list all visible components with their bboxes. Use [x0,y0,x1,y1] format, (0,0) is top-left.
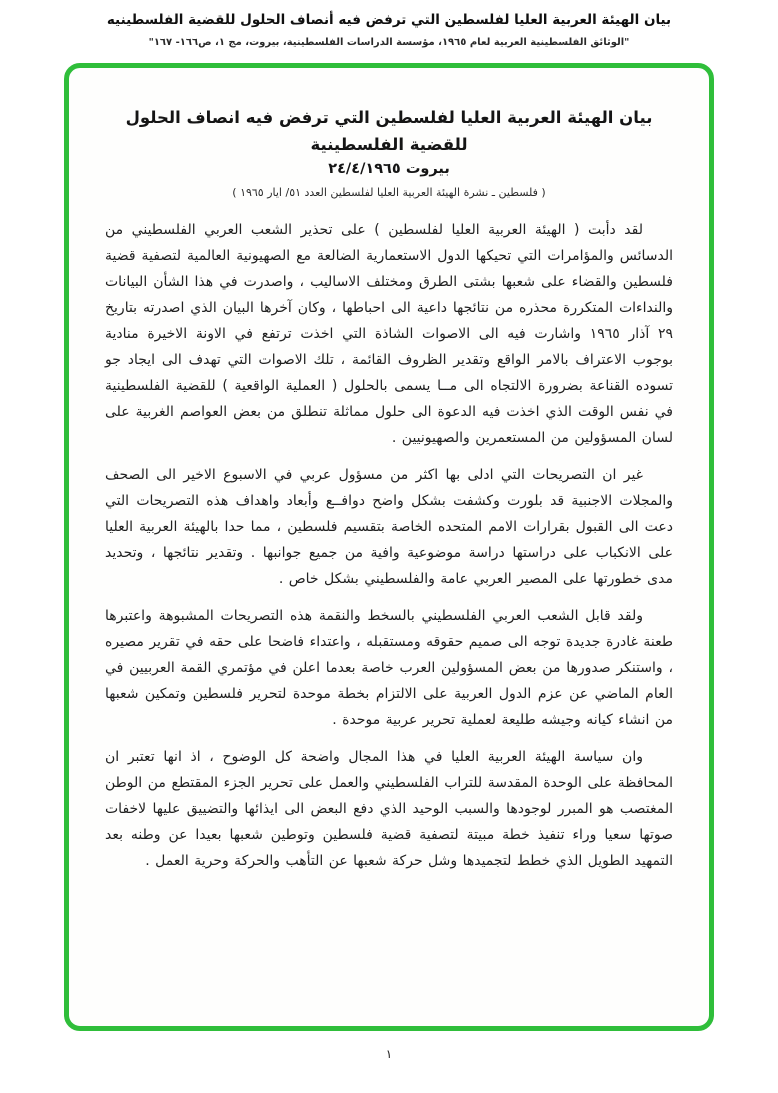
document-body [99,217,679,875]
scanned-document [99,104,679,1006]
header-citation: "الوثائق الفلسطينية العربية لعام ١٩٦٥، مؤسسة الدراسات الفلسطينية، بيروت، مج ١، ص١٦٦- ١٦٧" [148,37,630,49]
paragraph-2: غير ان التصريحات التي ادلى بها اكثر من مسؤول عربي في الاسبوع الاخير الى الصحف والمجلات الاجنبية قد بلورت وكشفت بشكل واضح دوافــع وأبعاد واهداف هذه التصريحات التي دعت الى القبول بقرارات الامم المتحده الخاصة بتقسيم فلسطين ، مما حدا بالهيئة العربية العليا على الانكباب على دراستها دراسة موضوعية وافية من جميع جوانبها . وتقدير نتائجها ، وتحديد مدى خطورتها على المصير العربي عامة والفلسطيني بشكل خاص . [105,466,673,588]
paragraph-3: ولقد قابل الشعب العربي الفلسطيني بالسخط والنقمة هذه التصريحات المشبوهة واعتبرها طعنة غادرة جديدة توجه الى صميم حقوقه ومستقبله ، واعتداء فاضحا على حقه في تقرير مصيره ، واستنكر صدورها من بعض المسؤولين العرب خاصة بعدما اعلن في مؤتمري القمة العربيين في العام الماضي عن عزم الدول العربية على الالتزام بخطة موحدة لتحرير فلسطين وتمكين شعبها من انشاء كيانه وجيشه طليعة لعملية تحرير عربية موحدة . [105,608,673,729]
paragraph-1: لقد دأبت ( الهيئة العربية العليا لفلسطين ) على تحذير الشعب العربي الفلسطيني من الدسائس والمؤامرات التي تحيكها الدول الاستعمارية الضالعة مع الصهيونية العالمية لتصفية قضية فلسطين والقضاء على شعبها بشتى الطرق ومختلف الاساليب ، واصدرت في هذا الشأن البيانات والنداءات المتكررة محذره من نتائجها داعية الى احباطها ، وكان آخرها البيان الذي اصدرته بتاريخ ٢٩ آذار ١٩٦٥ واشارت فيه الى الاصوات الشاذة التي اخذت ترتفع في الاونة الاخيرة منادية بوجوب الاعتراف بالامر الواقع وتقدير الظروف القائمة ، تلك الاصوات التي تهدف الى ايجاد جو تسوده القناعة بضرورة الالتجاه الى مــا يسمى بالحلول ( العملية الواقعية ) للقضية الفلسطينية في نفس الوقت الذي اخذت فيه الدعوة الى حلول مماثلة تنطلق من بعض العواصم الغربية على لسان المسؤولين من المستعمرين والصهيونيين . [105,221,673,446]
document-source-line: ( فلسطين ـ نشرة الهيئة العربية العليا لفلسطين العدد ٥١/ ايار ١٩٦٥ ) [232,185,546,199]
paragraph-4: وان سياسة الهيئة العربية العليا في هذا المجال واضحة كل الوضوح ، اذ انها تعتبر ان المحافظة على الوحدة المقدسة للتراب الفلسطيني والعمل على تحرير الجزء المقتطع من الوطن المغتصب هو المبرر لوجودها والسبب الوحيد الذي دفع البعض الى ايذائها والتضييق عليها لاخفات صوتها سعيا وراء تنفيذ خطة مبيتة لتصفية قضية فلسطين وتوطين شعبها بعيدا عن وطنه بعد التمهيد الطويل الذي خطط لتجميدها وشل حركة شعبها عن التأهب والحركة وحرية العمل . [105,749,673,870]
document-title: بيان الهيئة العربية العليا لفلسطين التي ترفض فيه انصاف الحلول للقضية الفلسطينية [125,108,653,155]
highlight-frame [64,63,714,1031]
header-title: بيان الهيئة العربية العليا لفلسطين التي ترفض فيه أنصاف الحلول للقضية الفلسطينيه [106,12,672,28]
page-footer [0,1047,778,1061]
document-header [0,0,778,48]
page-number: ١ [385,1047,393,1062]
document-date: بيروت ٢٤/٤/١٩٦٥ [328,160,450,177]
